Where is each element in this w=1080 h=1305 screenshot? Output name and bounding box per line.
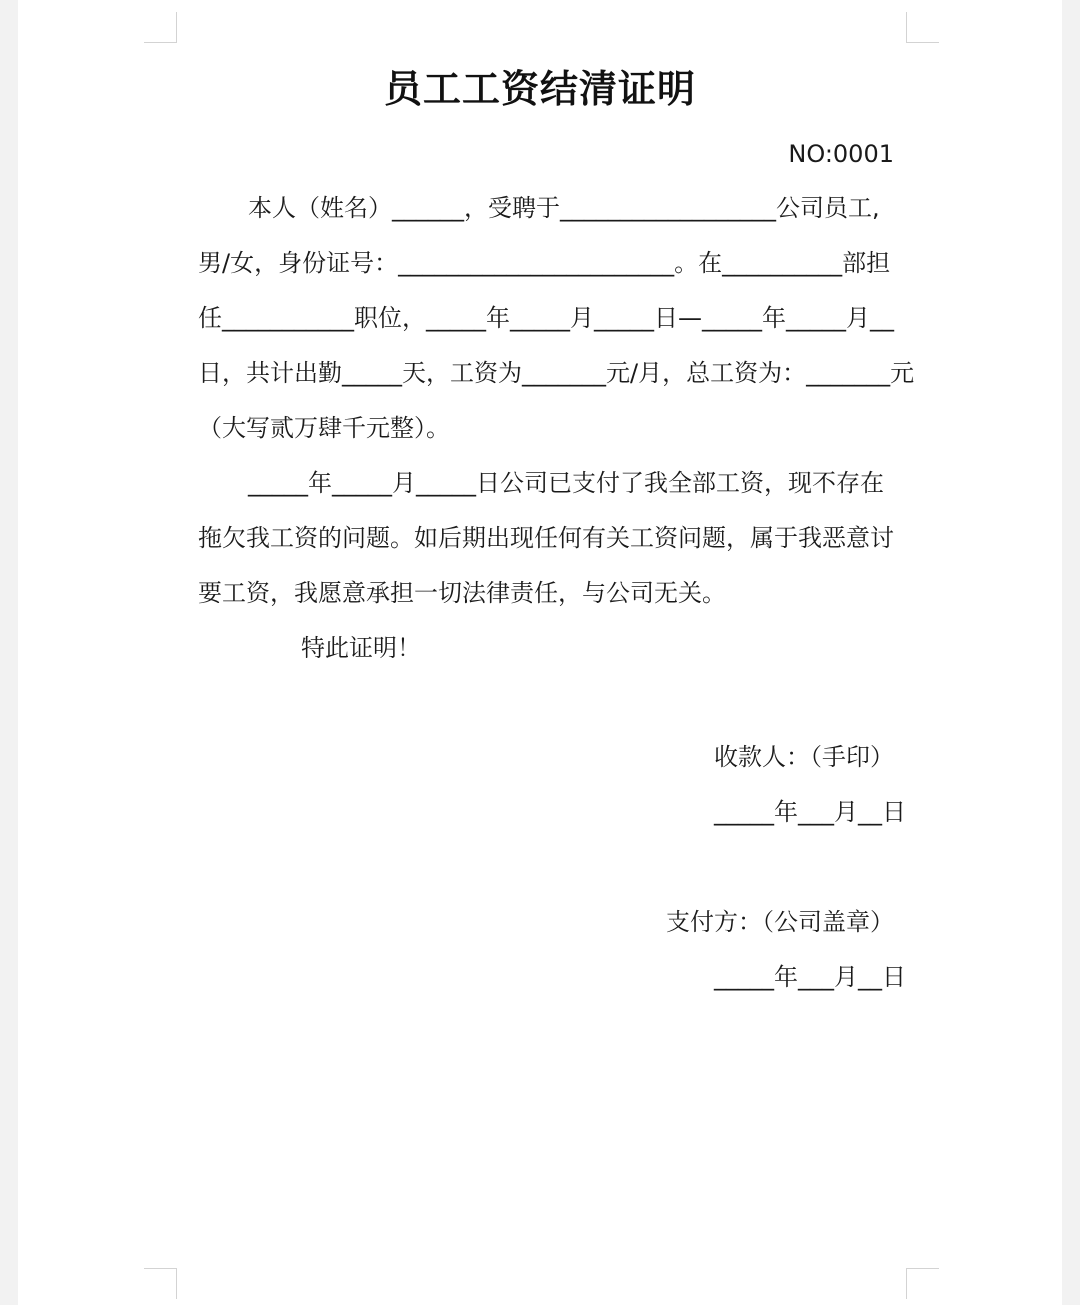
body-line-8: 要工资，我愿意承担一切法律责任，与公司无关。: [198, 579, 726, 607]
crop-mark-bottom-left: [144, 1268, 177, 1299]
receiver-label: 收款人：（手印）: [714, 743, 894, 771]
document-number: NO:0001: [788, 140, 894, 168]
payer-date: _____年___月__日: [714, 963, 906, 991]
receiver-date: _____年___月__日: [714, 798, 906, 826]
body-line-1: 本人（姓名）______，受聘于__________________公司员工,: [248, 194, 880, 222]
body-line-4: 日，共计出勤_____天，工资为_______元/月，总工资为：_______元: [198, 359, 915, 387]
body-line-3: 任___________职位，_____年_____月_____日—_____年_____月__: [198, 304, 894, 332]
document-page: [18, 0, 1062, 1305]
payer-label: 支付方：（公司盖章）: [666, 908, 894, 936]
closing-statement: 特此证明！: [301, 634, 421, 662]
crop-mark-top-right: [906, 12, 939, 43]
document-title: 员工工资结清证明: [383, 67, 696, 111]
crop-mark-bottom-right: [906, 1268, 939, 1299]
body-line-7: 拖欠我工资的问题。如后期出现任何有关工资问题，属于我恶意讨: [198, 524, 894, 552]
crop-mark-top-left: [144, 12, 177, 43]
body-line-6: _____年_____月_____日公司已支付了我全部工资，现不存在: [248, 469, 884, 497]
body-line-5: （大写贰万肆千元整）。: [198, 414, 450, 442]
body-line-2: 男/女，身份证号：_______________________。在__________部担: [198, 249, 891, 277]
